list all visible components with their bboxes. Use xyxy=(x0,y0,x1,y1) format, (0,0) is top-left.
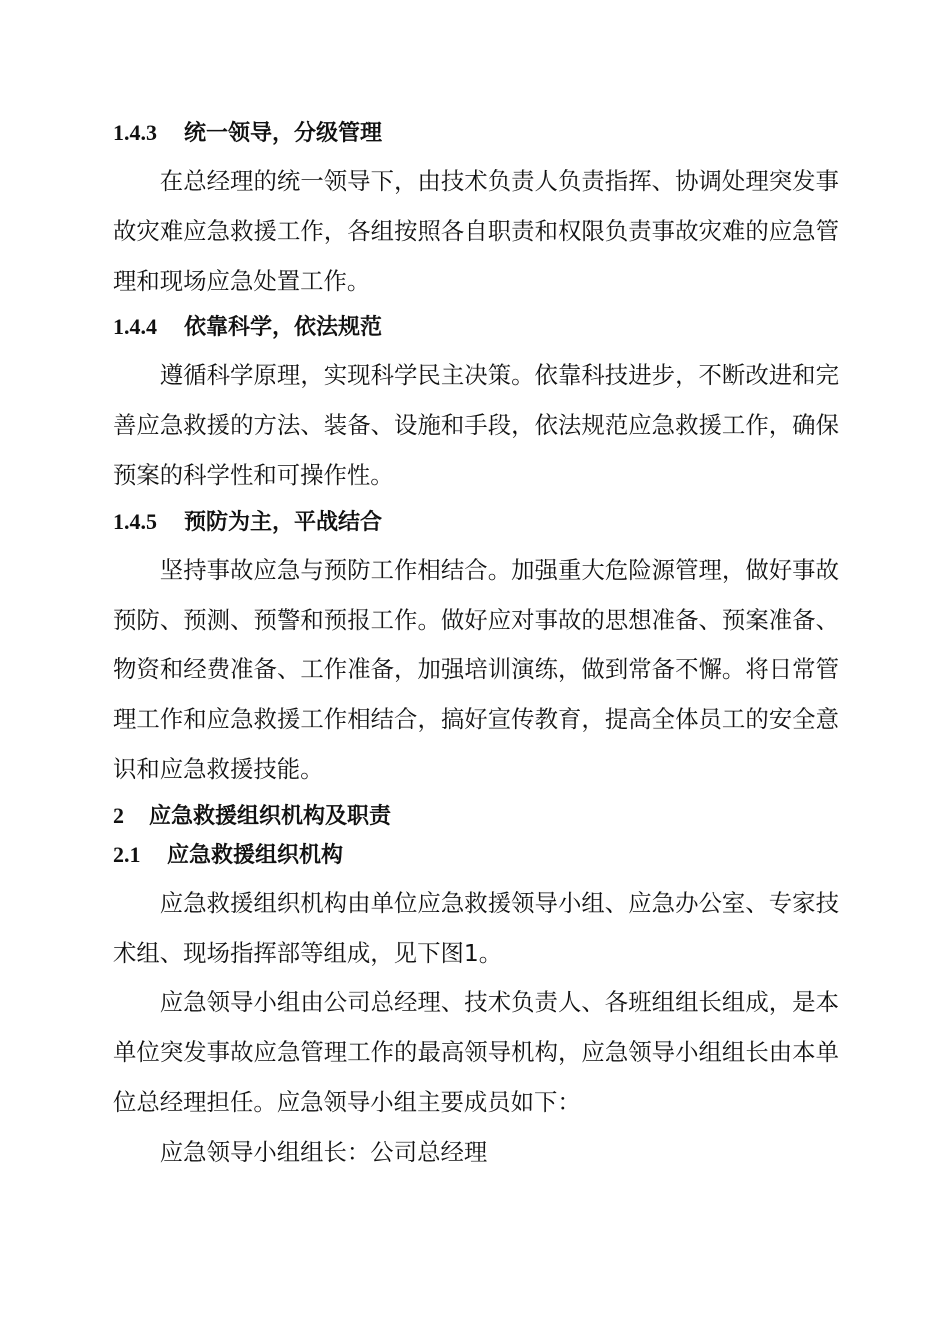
document-page xyxy=(113,112,839,1184)
section-title: 应急救援组织机构及职责 xyxy=(149,803,392,829)
paragraph: 应急领导小组组长：公司总经理 xyxy=(159,1137,488,1166)
section-heading xyxy=(113,507,839,538)
paragraph: 在总经理的统一领导下，由技术负责人负责指挥、协调处理突发事故灾难应急救援工作，各组按照各自职责和权限负责事故灾难的应急管理和现场应急处置工作。 xyxy=(113,167,839,295)
section-title: 预防为主，平战结合 xyxy=(184,509,383,535)
section-heading xyxy=(113,840,839,871)
paragraph: 应急救援组织机构由单位应急救援领导小组、应急办公室、专家技术组、现场指挥部等组成，见下图1。 xyxy=(113,888,839,967)
section-title: 统一领导，分级管理 xyxy=(184,121,383,146)
section-2 xyxy=(113,801,839,832)
section-number: 1.4.4 xyxy=(113,314,157,340)
section-heading xyxy=(113,312,839,343)
section-title: 应急救援组织机构 xyxy=(167,842,344,868)
section-1-4-5 xyxy=(113,507,839,795)
paragraph: 坚持事故应急与预防工作相结合。加强重大危险源管理，做好事故预防、预测、预警和预报工作。做好应对事故的思想准备、预案准备、物资和经费准备、工作准备，加强培训演练，做到常备不懈。将日常管理工作和应急救援工作相结合，搞好宣传教育，提高全体员工的安全意识和应急救援技能。 xyxy=(113,555,839,783)
paragraph: 遵循科学原理，实现科学民主决策。依靠科技进步，不断改进和完善应急救援的方法、装备、设施和手段，依法规范应急救援工作，确保预案的科学性和可操作性。 xyxy=(113,361,839,489)
section-heading xyxy=(113,118,839,149)
section-title: 依靠科学，依法规范 xyxy=(184,315,383,341)
chapter-heading xyxy=(113,801,839,832)
section-number: 1.4.3 xyxy=(113,120,157,145)
section-number: 1.4.5 xyxy=(113,508,157,534)
section-1-4-4 xyxy=(113,312,839,500)
section-number: 2.1 xyxy=(113,841,141,867)
paragraph: 应急领导小组由公司总经理、技术负责人、各班组组长组成，是本单位突发事故应急管理工作的最高领导机构，应急领导小组组长由本单位总经理担任。应急领导小组主要成员如下： xyxy=(113,988,839,1116)
section-1-4-3 xyxy=(113,118,839,306)
section-2-1 xyxy=(113,840,839,1178)
section-number: 2 xyxy=(113,802,124,828)
